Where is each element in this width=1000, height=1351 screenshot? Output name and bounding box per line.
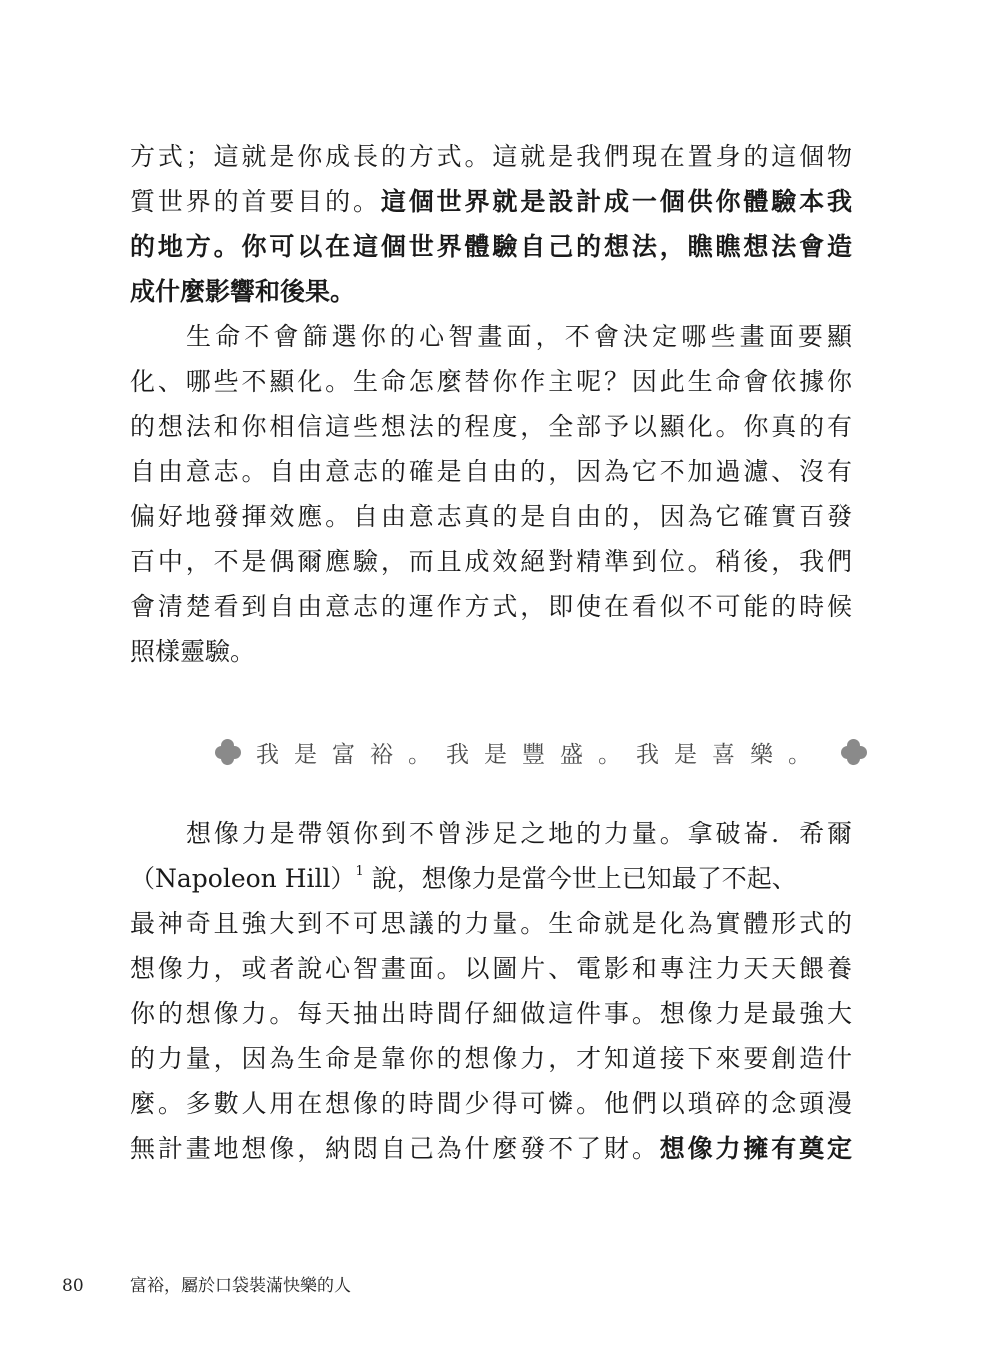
plain-text: 無計畫地想像，納悶自己為什麼發不了財。 — [130, 1134, 660, 1163]
paragraph-3-line-8 — [130, 1127, 852, 1171]
bold-text: 這個世界就是設計成一個供你體驗本我 — [380, 187, 852, 216]
paragraph-2-line-2: 化、哪些不顯化。生命怎麼替你作主呢？因此生命會依據你 — [130, 367, 852, 396]
clover-icon — [840, 738, 868, 766]
paragraph-2-line-1: 生命不會篩選你的心智畫面，不會決定哪些畫面要顯 — [186, 322, 852, 351]
paragraph-1-line-4: 成什麼影響和後果。 — [130, 277, 356, 306]
paragraph-2-line-4: 自由意志。自由意志的確是自由的，因為它不加過濾、沒有 — [130, 457, 852, 486]
footnote-marker[interactable]: 1 — [355, 864, 364, 879]
paragraph-3-line-6: 的力量，因為生命是靠你的想像力，才知道接下來要創造什 — [130, 1044, 852, 1073]
running-title: 富裕，屬於口袋裝滿快樂的人 — [130, 1276, 351, 1296]
paragraph-2-line-8: 照樣靈驗。 — [130, 637, 256, 666]
paragraph-3-line-3: 最神奇且強大到不可思議的力量。生命就是化為實體形式的 — [130, 909, 852, 938]
paragraph-3-line-1: 想像力是帶領你到不曾涉足之地的力量。拿破崙．希爾 — [186, 819, 852, 848]
paragraph-2-line-6: 百中，不是偶爾應驗，而且成效絕對精準到位。稍後，我們 — [130, 547, 852, 576]
page-number: 80 — [62, 1276, 84, 1296]
paragraph-3-line-5: 你的想像力。每天抽出時間仔細做這件事。想像力是最強大 — [130, 999, 852, 1028]
paragraph-1-line-2 — [130, 180, 852, 224]
plain-text: 質世界的首要目的。 — [130, 187, 381, 216]
bold-text: 想像力擁有奠定 — [659, 1134, 852, 1163]
paragraph-2-line-3: 的想法和你相信這些想法的程度，全部予以顯化。你真的有 — [130, 412, 852, 441]
paragraph-1-line-1: 方式；這就是你成長的方式。這就是我們現在置身的這個物 — [130, 142, 852, 171]
paragraph-2-line-5: 偏好地發揮效應。自由意志真的是自由的，因為它確實百發 — [130, 502, 852, 531]
paragraph-3-line-4: 想像力，或者說心智畫面。以圖片、電影和專注力天天餵養 — [130, 954, 852, 983]
author-name: （Napoleon Hill） — [130, 864, 356, 893]
paragraph-2-line-7: 會清楚看到自由意志的運作方式，即使在看似不可能的時候 — [130, 592, 852, 621]
affirmation-divider — [214, 730, 868, 774]
paragraph-1-line-3: 的地方。你可以在這個世界體驗自己的想法，瞧瞧想法會造 — [130, 232, 852, 261]
plain-text: 說，想像力是當今世上已知最了不起、 — [363, 864, 797, 893]
affirmation-text: 我是富裕。我是豐盛。我是喜樂。 — [256, 741, 826, 768]
paragraph-3-line-7: 麼。多數人用在想像的時間少得可憐。他們以瑣碎的念頭漫 — [130, 1089, 852, 1118]
clover-icon — [214, 738, 242, 766]
paragraph-3-line-2 — [130, 857, 852, 901]
